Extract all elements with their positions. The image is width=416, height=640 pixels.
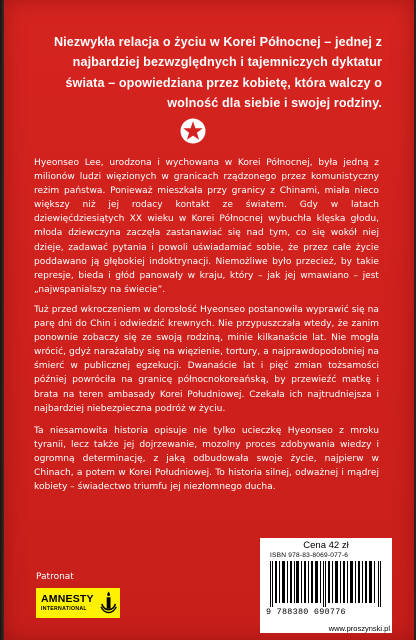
publisher-website: www.proszynski.pl (328, 624, 390, 633)
barcode-icon (268, 561, 386, 607)
star-icon (180, 118, 206, 144)
patronat-label: Patronat (36, 572, 74, 582)
isbn-text: ISBN 978-83-8069-077-6 (270, 552, 349, 559)
ean-digits: 9 788380 690776 (266, 607, 346, 617)
description-paragraph-3: Ta niesamowita historia opisuje nie tylko ucieczkę Hyeonseo z mroku tyranii, lecz także jej dojrzewanie, mozolny proces zdobywania wiedzy i ogromną determinację, z jaką odbudowała swoje życie, najpierw w Chinach, a potem w Korei Południowej. To historia silnej, odważnej i mądrej kobiety – świadectwo triumfu jej niezłomnego ducha. (34, 426, 379, 493)
description-paragraph-2: Tuż przed wkroczeniem w dorosłość Hyeonseo postanowiła wyprawić się na parę dni do Chin i odwiedzić krewnych. Nie przypuszczała wtedy, że zanim ponownie zobaczy się ze swoją rodziną, minie kilkanaście lat. Nie mogła wrócić, gdyż narażałaby się na więzienie, tortury, a najprawdopodobniej na śmierć w publicznej egzekucji. Dwanaście lat i pięć zmian tożsamości później powróciła na granicę północnokoreańską, by przewieźć matkę i brata na teren ambasady Korei Południowej. Czekała ich najtrudniejsza i najbardziej niebezpieczna podróż w życiu. (34, 305, 379, 414)
amnesty-logo-line2: INTERNATIONAL (41, 605, 87, 612)
description-paragraph-1: Hyeonseo Lee, urodzona i wychowana w Korei Północnej, była jedną z milionów ludzi więzionych w granicach rządzonego przez komunistyczny reżim państwa. Ponieważ mieszkała przy granicy z Chinami, miała nieco większy niż jej rodacy kontakt ze światem. Gdy w latach dziewięćdziesiątych XX wieku w Korei Północnej wybuchła klęska głodu, młoda dziewczyna zaczęła zastanawiać się nad tym, co się wokół niej dzieje, zadawać pytania i powoli uświadamiać sobie, że przez całe życie poddawano ją głębokiej indoktrynacji. Niemożliwe było przecież, by takie represje, bieda i głód panowały w kraju, który – jak jej wmawiano – jest „najwspanialszy na świecie”. (34, 158, 379, 295)
book-back-cover (4, 0, 414, 640)
amnesty-international-logo (36, 588, 120, 618)
price-label: Cena 42 zł (303, 540, 349, 551)
price-barcode-sticker (260, 538, 392, 622)
candle-icon (100, 590, 117, 616)
amnesty-logo-line1: AMNESTY (41, 593, 94, 606)
intro-blurb: Niezwykła relacja o życiu w Korei Północnej – jednej z najbardziej bezwzględnych i tajemniczych dyktatur świata – opowiedziana przez kobietę, która walczy o wolność dla siebie i swojej rodziny. (53, 35, 382, 111)
